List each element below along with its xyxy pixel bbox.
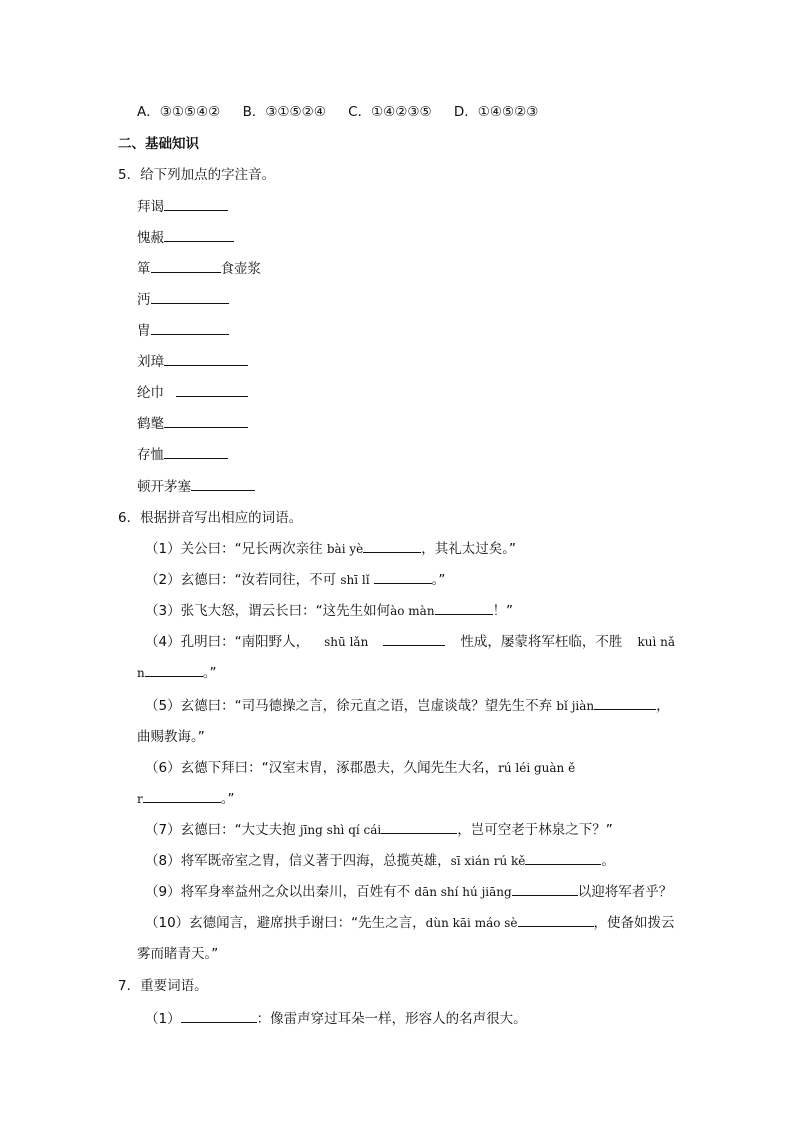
option-a: A．③①⑤④② — [137, 104, 221, 120]
question-6-title: 6．根据拼音写出相应的词语。 — [118, 510, 303, 526]
q6-sentence-5: （5）玄德曰：“司马德操之言，徐元直之语，岂虚谈哉？望先生不弃 bǐ jiàn ， — [145, 698, 670, 714]
option-c: C．①④②③⑤ — [348, 104, 432, 120]
answer-blank[interactable] — [164, 446, 228, 459]
section-title: 二、基础知识 — [118, 136, 199, 152]
answer-blank[interactable] — [191, 478, 255, 491]
answer-blank[interactable] — [518, 914, 594, 927]
answer-blank[interactable] — [435, 602, 493, 615]
q6-sentence-3: （3）张飞大怒，谓云长曰：“这先生如何ào màn ！” — [145, 603, 514, 619]
answer-blank[interactable] — [363, 540, 421, 553]
answer-blank[interactable] — [151, 260, 221, 273]
answer-blank[interactable] — [383, 633, 445, 646]
q5-item-6: 刘璋 — [137, 353, 248, 371]
q5-item-2: 愧赧 — [137, 229, 234, 247]
q6-sentence-7: （7）玄德曰：“大丈夫抱 jīng shì qí cái ，岂可空老于林泉之下？” — [145, 822, 613, 838]
answer-blank[interactable] — [381, 821, 457, 834]
q5-item-10: 顿开茅塞 — [137, 478, 255, 496]
answer-blank[interactable] — [151, 291, 229, 304]
option-b: B．③①⑤②④ — [242, 104, 326, 120]
answer-blank[interactable] — [525, 852, 601, 865]
option-d: D．①④⑤②③ — [453, 104, 539, 120]
q5-item-4: 沔 — [137, 291, 229, 309]
answer-blank[interactable] — [176, 384, 248, 397]
q7-item-1: （1） ：像雷声穿过耳朵一样，形容人的名声很大。 — [145, 1011, 527, 1027]
q5-item-1: 拜谒 — [137, 198, 228, 216]
answer-blank[interactable] — [512, 883, 578, 896]
q6-sentence-2: （2）玄德曰：“汝若同往，不可 shī lǐ 。” — [145, 572, 446, 588]
answer-blank[interactable] — [145, 664, 203, 677]
answer-blank[interactable] — [164, 353, 248, 366]
q6-sentence-1: （1）关公曰：“兄长两次亲往 bài yè ，其礼太过矣。” — [145, 541, 516, 557]
q6-sentence-6-cont: r 。” — [137, 791, 235, 807]
q5-item-7: 纶巾 — [137, 384, 248, 402]
answer-blank[interactable] — [164, 229, 234, 242]
q6-sentence-4: （4）孔明曰：“南阳野人， shū lǎn 性成，屡蒙将军枉临，不胜 kuì nǎ — [145, 634, 675, 650]
q6-sentence-5-cont: 曲赐教诲。” — [137, 729, 205, 745]
q5-item-8: 鹤氅 — [137, 415, 248, 433]
q6-sentence-8: （8）将军既帝室之胄，信义著于四海，总揽英雄，sī xián rú kě 。 — [145, 853, 615, 869]
q6-sentence-10-cont: 雾而睹青天。” — [137, 946, 219, 962]
q6-sentence-6: （6）玄德下拜曰：“汉室末胄，涿郡愚夫，久闻先生大名，rú léi guàn ě — [145, 760, 576, 776]
q5-item-9: 存恤 — [137, 446, 228, 464]
q6-sentence-9: （9）将军身率益州之众以出秦川，百姓有不 dān shí hú jiāng 以迎将军者乎？ — [145, 884, 673, 900]
q6-sentence-10: （10）玄德闻言，避席拱手谢曰：“先生之言，dùn kāi máo sè ，使备如拨云 — [145, 915, 675, 931]
answer-blank[interactable] — [594, 697, 656, 710]
answer-blank[interactable] — [151, 322, 229, 335]
question-5-title: 5．给下列加点的字注音。 — [118, 167, 276, 183]
q5-item-3: 箪 食壶浆 — [137, 261, 261, 277]
q5-item-5: 胄 — [137, 322, 229, 340]
answer-blank[interactable] — [374, 571, 432, 584]
answer-blank[interactable] — [181, 1010, 257, 1023]
answer-blank[interactable] — [143, 790, 221, 803]
answer-blank[interactable] — [164, 415, 248, 428]
q4-options — [137, 103, 556, 121]
q6-sentence-4-cont: n 。” — [137, 665, 217, 681]
answer-blank[interactable] — [164, 198, 228, 211]
question-7-title: 7．重要词语。 — [118, 978, 208, 994]
